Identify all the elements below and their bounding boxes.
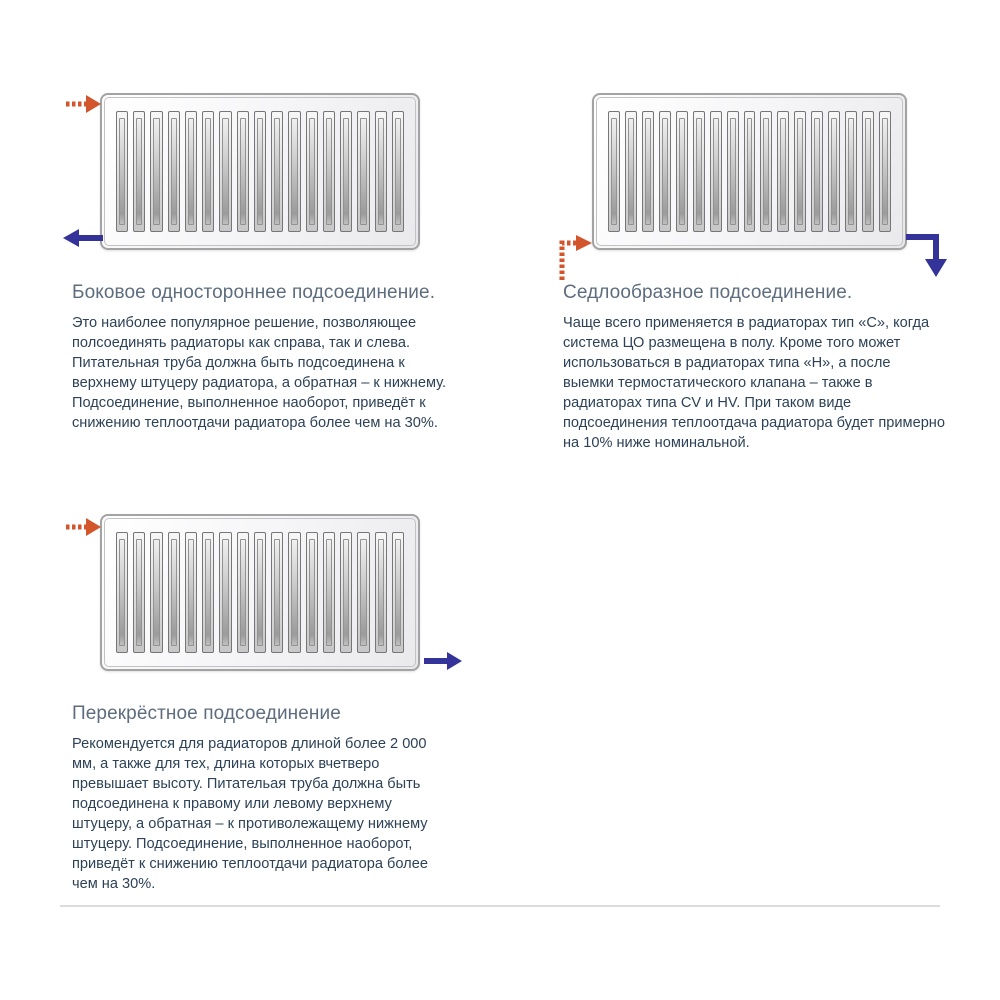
return-arrow-left-icon [62, 227, 104, 249]
radiator-fin [357, 532, 369, 653]
radiator-fin [794, 111, 806, 232]
radiator-panel [104, 97, 416, 246]
radiator-fin [693, 111, 705, 232]
radiator-fin [202, 532, 214, 653]
bottom-divider [60, 905, 940, 907]
radiator-panel [596, 97, 903, 246]
radiator-fin [744, 111, 756, 232]
radiator-fin [608, 111, 620, 232]
radiator-fin [676, 111, 688, 232]
radiator-fin [185, 532, 197, 653]
radiator-fin [845, 111, 857, 232]
radiator-fin [392, 111, 404, 232]
radiator-fin [271, 532, 283, 653]
section-heading: Седлообразное подсоединение. [563, 282, 853, 303]
radiator-fin [271, 111, 283, 232]
radiator-illustration-side-one-way [100, 93, 420, 250]
radiator-fin [133, 111, 145, 232]
radiator-fin [116, 111, 128, 232]
radiator-fin [219, 111, 231, 232]
radiator-fin [168, 532, 180, 653]
radiator-fin [237, 111, 249, 232]
radiator-fin [879, 111, 891, 232]
radiator-fin [340, 111, 352, 232]
section-body: Чаще всего применяется в радиаторах тип «С», когда система ЦО размещена в полу. Кроме того может использоваться в радиаторах типа «Н», а после выемки термостатического клапана – также в радиаторах типа CV и HV. При таком виде подсоединения теплоотдача радиатора будет примерно на 10% ниже номинальной. [563, 315, 945, 451]
radiator-illustration-saddle [592, 93, 907, 250]
radiator-fin [306, 111, 318, 232]
section-side-one-way [72, 282, 448, 433]
radiator-fin [168, 111, 180, 232]
radiator-fin [727, 111, 739, 232]
radiator-fin [323, 111, 335, 232]
radiator-fin [323, 532, 335, 653]
section-body: Рекомендуется для радиаторов длиной более 2 000 мм, а также для тех, длина которых вчетверо превышает высоту. Питательая труба должна быть подсоединена к правому или левому верхнему штуцеру, а обратная – к противолежащему нижнему штуцеру. Подсоединение, выполненное наоборот, приведёт к снижению теплоотдачи радиатора более чем на 30%. [72, 736, 428, 892]
section-heading: Перекрёстное подсоединение [72, 703, 341, 724]
radiator-fin [340, 532, 352, 653]
radiator-fin [357, 111, 369, 232]
radiator-fin [375, 111, 387, 232]
supply-arrow-right-icon [64, 516, 102, 538]
radiator-fin [828, 111, 840, 232]
radiator-fin [642, 111, 654, 232]
radiator-fin [659, 111, 671, 232]
radiator-illustration-cross [100, 514, 420, 671]
radiator-fin [625, 111, 637, 232]
radiator-fin [150, 111, 162, 232]
radiator-fin [202, 111, 214, 232]
supply-arrow-right-icon [64, 93, 102, 115]
radiator-fin [288, 532, 300, 653]
radiator-fin [219, 532, 231, 653]
supply-arrow-up-right-icon [556, 226, 593, 282]
radiator-fin [237, 532, 249, 653]
radiator-fin [862, 111, 874, 232]
radiator-fin [133, 532, 145, 653]
radiator-fin [288, 111, 300, 232]
radiator-panel [104, 518, 416, 667]
radiator-fin [760, 111, 772, 232]
radiator-fin [150, 532, 162, 653]
return-arrow-right-down-icon [905, 229, 950, 285]
radiator-fin [116, 532, 128, 653]
radiator-fin [811, 111, 823, 232]
radiator-fin [777, 111, 789, 232]
radiator-fin [392, 532, 404, 653]
radiator-fin [710, 111, 722, 232]
section-heading: Боковое одностороннее подсоединение. [72, 282, 436, 303]
radiator-fin [375, 532, 387, 653]
radiator-fin [185, 111, 197, 232]
return-arrow-right-icon [423, 650, 463, 672]
section-cross [72, 703, 448, 894]
section-saddle [563, 282, 945, 453]
radiator-fin [306, 532, 318, 653]
section-body: Это наиболее популярное решение, позволяющее полсоединять радиаторы как справа, так и слева. Питательная труба должна быть подсоединена к верхнему штуцеру радиатора, а обратная – к нижнему. Подсоединение, выполненное наоборот, приведёт к снижению теплоотдачи радиатора более чем на 30%. [72, 315, 447, 431]
radiator-fin [254, 111, 266, 232]
radiator-fin [254, 532, 266, 653]
